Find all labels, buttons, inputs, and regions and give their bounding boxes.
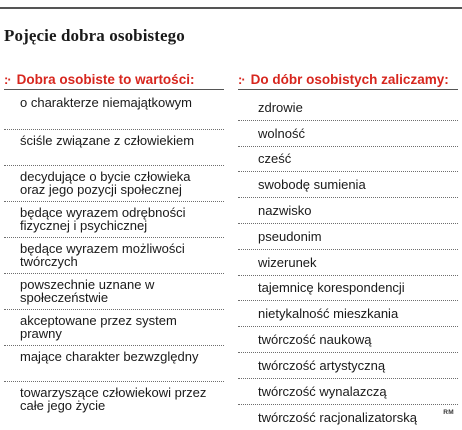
- list-item: nazwisko: [238, 198, 458, 224]
- list-item: ściśle związane z człowiekiem: [4, 130, 224, 166]
- left-list: [4, 90, 224, 418]
- list-item: zdrowie: [238, 95, 458, 121]
- list-item: nietykalność mieszkania: [238, 301, 458, 327]
- list-item: cześć: [238, 147, 458, 173]
- right-list: [238, 90, 458, 430]
- list-item: decydujące o bycie człowieka oraz jego pozycji społecznej: [4, 166, 224, 202]
- top-rule: [0, 7, 462, 9]
- list-item: swobodę sumienia: [238, 172, 458, 198]
- list-item: tajemnicę korespondencji: [238, 276, 458, 302]
- list-item: akceptowane przez system prawny: [4, 310, 224, 346]
- author-credit: RM: [443, 409, 454, 416]
- list-item: towarzyszące człowiekowi przez całe jego życie: [20, 385, 207, 413]
- right-column: [238, 71, 458, 430]
- list-item: twórczość naukową: [238, 327, 458, 353]
- list-item: wizerunek: [238, 250, 458, 276]
- list-item: powszechnie uznane w społeczeństwie: [4, 274, 224, 310]
- right-column-header-label: Do dóbr osobistych zaliczamy:: [250, 72, 449, 87]
- list-item: twórczość racjonalizatorską: [258, 409, 417, 425]
- list-item: twórczość wynalazczą: [238, 379, 458, 405]
- page-title: Pojęcie dobra osobistego: [4, 26, 185, 45]
- left-column-header-label: Dobra osobiste to wartości:: [16, 72, 195, 87]
- list-item: mające charakter bezwzględny: [4, 346, 224, 382]
- bullet-icon: :·: [238, 72, 245, 87]
- right-column-header: [238, 71, 458, 90]
- bullet-icon: :·: [4, 72, 11, 87]
- list-item: wolność: [238, 121, 458, 147]
- list-item: o charakterze niemajątkowym: [4, 94, 224, 130]
- left-column: [4, 71, 224, 418]
- left-column-header: [4, 71, 224, 90]
- list-item: będące wyrazem możliwości twórczych: [4, 238, 224, 274]
- list-item: twórczość artystyczną: [238, 353, 458, 379]
- list-item: pseudonim: [238, 224, 458, 250]
- list-item: będące wyrazem odrębności fizycznej i psychicznej: [4, 202, 224, 238]
